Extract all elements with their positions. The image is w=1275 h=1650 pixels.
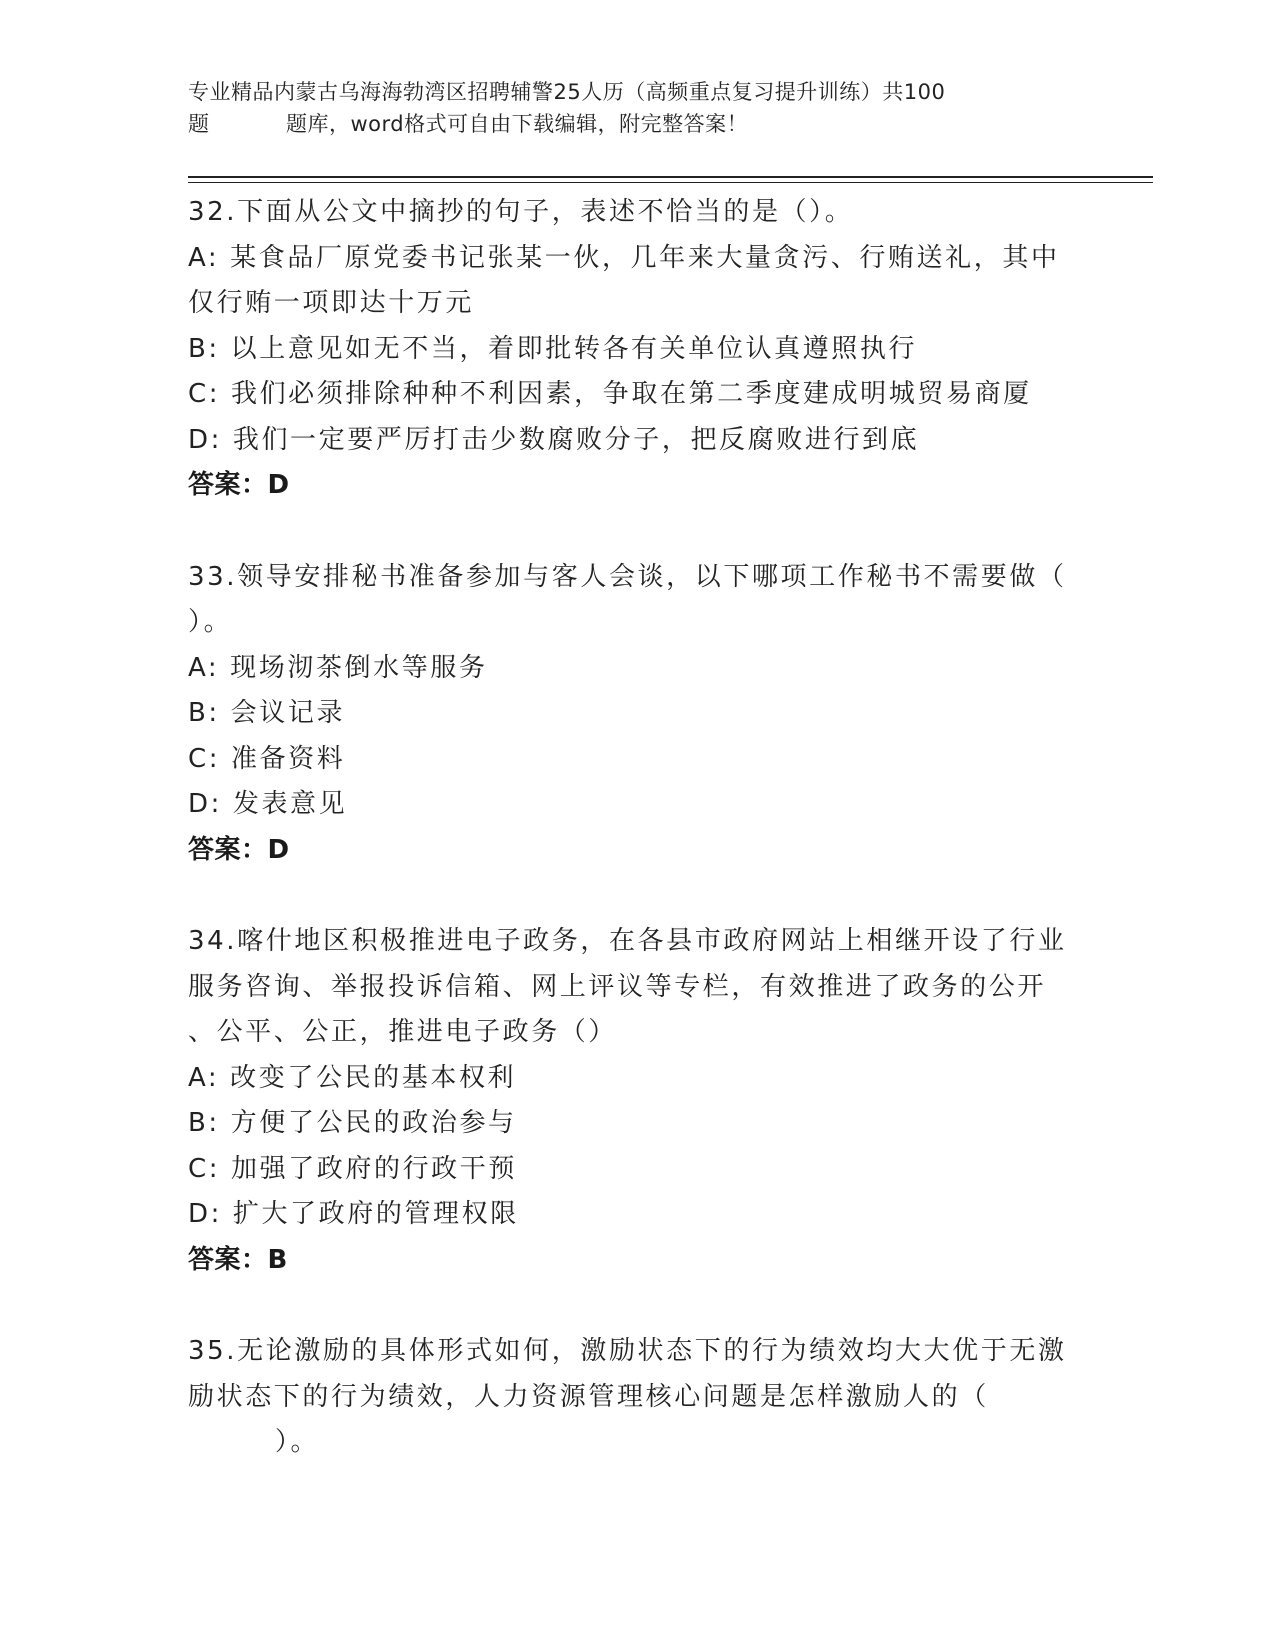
- option-line: A: 改变了公民的基本权利: [188, 1062, 517, 1093]
- option-line: D: 发表意见: [188, 789, 348, 819]
- option-line: B: 以上意见如无不当，着即批转各有关单位认真遵照执行: [188, 333, 918, 364]
- question-stem-line: 、公平、公正，推进电子政务（）: [188, 1017, 618, 1047]
- question-stem-line: 励状态下的行为绩效，人力资源管理核心问题是怎样激励人的（: [188, 1381, 989, 1412]
- question-stem-line: 服务咨询、举报投诉信箱、网上评议等专栏，有效推进了政务的公开: [188, 971, 1047, 1002]
- option-line: A: 某食品厂原党委书记张某一伙，几年来大量贪污、行贿送礼，其中: [188, 242, 1060, 273]
- answer-line: 答案：B: [188, 1244, 288, 1275]
- option-line: C: 我们必须排除种种不利因素，争取在第二季度建成明城贸易商厦: [188, 379, 1032, 409]
- question-block: [188, 1329, 1088, 1466]
- question-stem-line: ）。: [188, 1427, 320, 1457]
- option-line: D: 扩大了政府的管理权限: [188, 1199, 519, 1229]
- header-line-2-left: 题: [188, 112, 210, 136]
- option-line: B: 会议记录: [188, 698, 346, 728]
- option-line: A: 现场沏茶倒水等服务: [188, 652, 488, 683]
- option-line: C: 准备资料: [188, 743, 346, 774]
- question-stem-line: 35.无论激励的具体形式如何，激励状态下的行为绩效均大大优于无激: [188, 1336, 1067, 1366]
- answer-line: 答案：D: [188, 470, 290, 500]
- question-stem-line: 34.喀什地区积极推进电子政务，在各县市政府网站上相继开设了行业: [188, 926, 1067, 956]
- document-header: [188, 76, 1068, 140]
- header-line-2: [188, 108, 1068, 140]
- header-line-2-right: 题库，word格式可自由下载编辑，附完整答案！: [286, 112, 749, 136]
- question-stem-line: 32.下面从公文中摘抄的句子，表述不恰当的是（）。: [188, 197, 854, 227]
- header-rule-thick: [188, 176, 1153, 178]
- answer-line: 答案：D: [188, 834, 290, 865]
- question-list: [188, 190, 1088, 1512]
- option-line: C: 加强了政府的行政干预: [188, 1153, 517, 1184]
- header-rule-thin: [188, 182, 1153, 183]
- question-block: [188, 555, 1088, 874]
- question-block: [188, 190, 1088, 509]
- option-line: D: 我们一定要严厉打击少数腐败分子，把反腐败进行到底: [188, 424, 920, 455]
- question-block: [188, 919, 1088, 1283]
- option-line: B: 方便了公民的政治参与: [188, 1108, 517, 1138]
- question-stem-line: ）。: [188, 607, 233, 637]
- question-stem-line: 33.领导安排秘书准备参加与客人会谈，以下哪项工作秘书不需要做（: [188, 561, 1067, 592]
- header-line-1: 专业精品内蒙古乌海海勃湾区招聘辅警25人历（高频重点复习提升训练）共100: [188, 80, 946, 104]
- option-line: 仅行贿一项即达十万元: [188, 288, 475, 318]
